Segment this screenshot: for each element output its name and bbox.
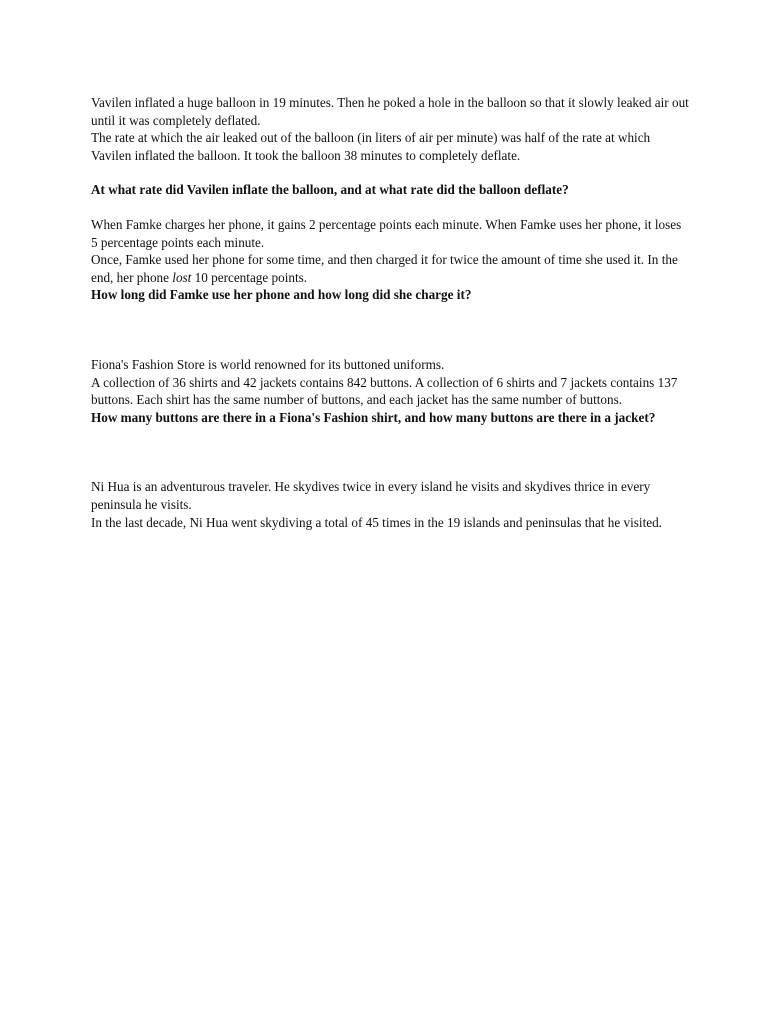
problem-buttons xyxy=(91,356,691,426)
problem-balloon-paragraph-2: The rate at which the air leaked out of the balloon (in liters of air per minute) was half of the rate at which Vavilen inflated the balloon. It took the balloon 38 minutes to completely deflate. xyxy=(91,130,651,163)
problem-balloon xyxy=(91,94,691,199)
document-content xyxy=(91,94,691,531)
problem-balloon-question: At what rate did Vavilen inflate the balloon, and at what rate did the balloon deflate? xyxy=(91,182,569,198)
problem-phone-paragraph-2-start: Once, Famke used her phone for some time, and then charged it for twice the amount of time she used it. In the end, her phone xyxy=(91,252,678,285)
problem-phone-paragraph-2-end: 10 percentage points. xyxy=(191,269,308,285)
problem-balloon-paragraph-1: Vavilen inflated a huge balloon in 19 minutes. Then he poked a hole in the balloon so that it slowly leaked air out until it was completely deflated. xyxy=(91,95,689,128)
problem-buttons-paragraph-1: Fiona's Fashion Store is world renowned for its buttoned uniforms. xyxy=(91,356,445,372)
problem-phone-question: How long did Famke use her phone and how long did she charge it? xyxy=(91,287,472,303)
problem-skydiving-paragraph-2: In the last decade, Ni Hua went skydiving a total of 45 times in the 19 islands and peninsulas that he visited. xyxy=(91,514,662,530)
problem-buttons-question: How many buttons are there in a Fiona's Fashion shirt, and how many buttons are there in a jacket? xyxy=(91,409,656,425)
problem-phone-paragraph-2 xyxy=(91,251,691,286)
problem-phone-emphasis-lost: lost xyxy=(172,269,192,285)
problem-buttons-paragraph-2: A collection of 36 shirts and 42 jackets contains 842 buttons. A collection of 6 shirts and 7 jackets contains 137 buttons. Each shirt has the same number of buttons, and each jacket has the same number of buttons. xyxy=(91,374,678,408)
problem-phone xyxy=(91,216,691,304)
problem-skydiving-paragraph-1: Ni Hua is an adventurous traveler. He skydives twice in every island he visits and skydives thrice in every peninsula he visits. xyxy=(91,479,651,512)
problem-skydiving xyxy=(91,478,691,531)
problem-phone-paragraph-1: When Famke charges her phone, it gains 2 percentage points each minute. When Famke uses her phone, it loses 5 percentage points each minute. xyxy=(91,216,682,250)
